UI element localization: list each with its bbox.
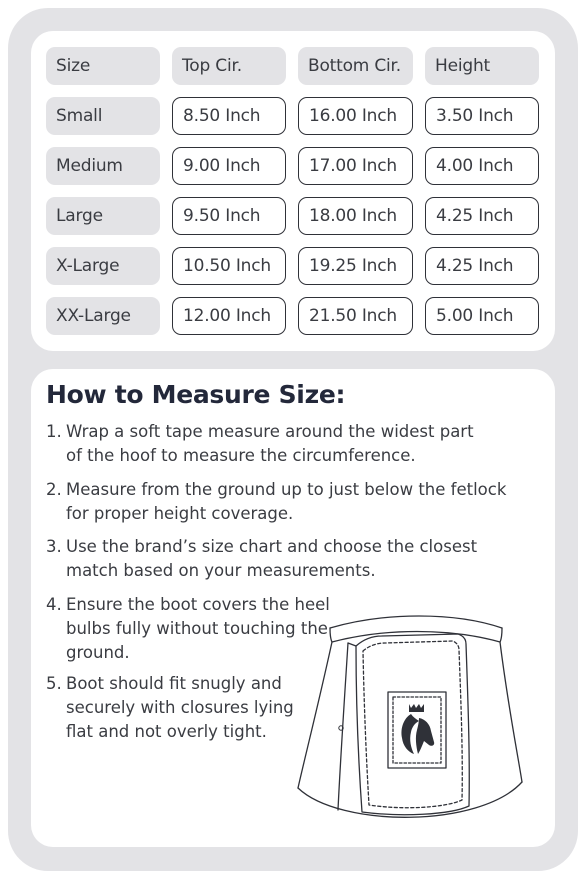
table-cell: 8.50 Inch: [172, 97, 286, 135]
step-text-line: bulbs fully without touching the: [66, 619, 328, 638]
table-cell: 19.25 Inch: [298, 247, 413, 285]
table-cell: 21.50 Inch: [298, 297, 413, 335]
step-text-line: Ensure the boot covers the heel: [66, 595, 330, 614]
size-label-cell: X-Large: [46, 247, 160, 285]
table-header-cell: Bottom Cir.: [298, 47, 413, 85]
step-number: 2.: [46, 480, 62, 499]
table-cell: 3.50 Inch: [425, 97, 539, 135]
table-cell: 17.00 Inch: [298, 147, 413, 185]
size-label-cell: Large: [46, 197, 160, 235]
horse-head-logo-icon: [401, 704, 434, 754]
table-cell: 4.25 Inch: [425, 247, 539, 285]
table-cell: 9.00 Inch: [172, 147, 286, 185]
step-text-line: ground.: [66, 643, 130, 662]
table-header-cell: Size: [46, 47, 160, 85]
step-number: 3.: [46, 537, 62, 556]
step-text-line: match based on your measurements.: [66, 561, 376, 580]
step-text-line: securely with closures lying: [66, 698, 294, 717]
table-cell: 12.00 Inch: [172, 297, 286, 335]
step-number: 1.: [46, 422, 62, 441]
table-header-cell: Top Cir.: [172, 47, 286, 85]
table-cell: 18.00 Inch: [298, 197, 413, 235]
table-cell: 16.00 Inch: [298, 97, 413, 135]
step-text-line: for proper height coverage.: [66, 504, 294, 523]
size-label-cell: XX-Large: [46, 297, 160, 335]
step-text-line: Measure from the ground up to just below the fetlock: [66, 480, 507, 499]
table-cell: 4.25 Inch: [425, 197, 539, 235]
table-cell: 4.00 Inch: [425, 147, 539, 185]
table-cell: 9.50 Inch: [172, 197, 286, 235]
table-header-cell: Height: [425, 47, 539, 85]
table-cell: 5.00 Inch: [425, 297, 539, 335]
step-text-line: Use the brand’s size chart and choose the closest: [66, 537, 478, 556]
step-number: 5.: [46, 674, 62, 693]
step-text-line: flat and not overly tight.: [66, 722, 267, 741]
step-text-line: of the hoof to measure the circumference.: [66, 446, 416, 465]
step-number: 4.: [46, 595, 62, 614]
bell-boot-icon: [290, 606, 530, 836]
step-text-line: Boot should fit snugly and: [66, 674, 282, 693]
table-cell: 10.50 Inch: [172, 247, 286, 285]
size-label-cell: Medium: [46, 147, 160, 185]
size-label-cell: Small: [46, 97, 160, 135]
measure-heading: How to Measure Size:: [46, 380, 346, 409]
step-text-line: Wrap a soft tape measure around the widest part: [66, 422, 474, 441]
